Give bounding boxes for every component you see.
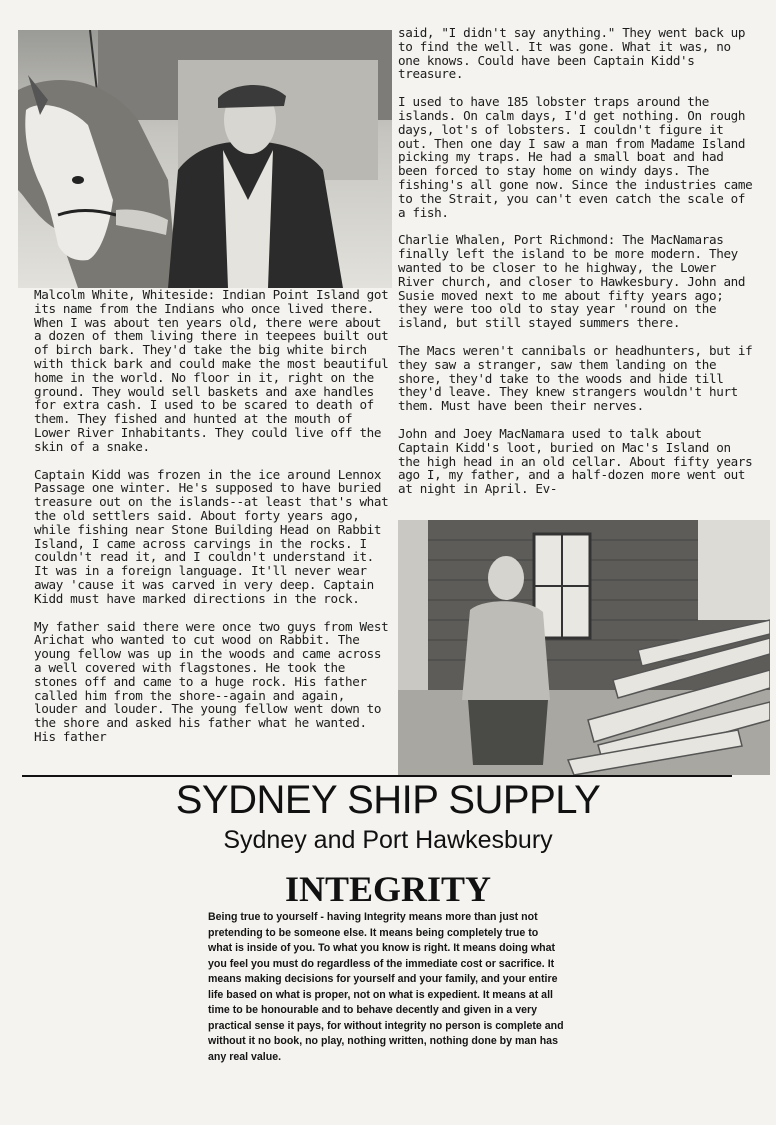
paragraph-macnamara-loot: John and Joey MacNamara used to talk about Captain Kidd's loot, buried on Mac's Island on the high head in an old cellar. About fifty years ago I, my father, and a half-dozen more went out at night in April. Ev-: [398, 425, 753, 497]
paragraph-lobster-traps: I used to have 185 lobster traps around the islands. On calm days, I'd get nothing. On rough days, lot's of lobsters. I couldn't figure it out. Then one day I saw a man from Madame Island picking my traps. He had a small boat and had been forced to stay home on windy days. The fishing's all gone now. Since the industries came to the Strait, you can't even catch the scale of a fish.: [398, 94, 753, 220]
paragraph-charlie-whalen: Charlie Whalen, Port Richmond: The MacNamaras finally left the island to be more modern. They wanted to be closer to he highway, the Lower River church, and closer to Hawkesbury. John and Susie moved next to me about fifty years ago; they were too old to stay year 'round on the island, but still stayed summers there.: [398, 232, 746, 331]
article-right-column: [398, 26, 753, 510]
advertiser-locations: Sydney and Port Hawkesbury: [223, 826, 553, 854]
paragraph-captain-kidd: Captain Kidd was frozen in the ice around Lennox Passage one winter. He's supposed to have buried treasure out on the islands--at least that's what the old settlers said. About forty years ago, while fishing near Stone Building Head on Rabbit Island, I came across carvings in the rocks. I couldn't read it, and I couldn't understand it. It was in a foreign language. It'll never wear away 'cause it was carved in very deep. Captain Kidd must have marked directions in the rock.: [34, 466, 389, 606]
paragraph-macs: The Macs weren't cannibals or headhunters, but if they saw a stranger, saw them landing on the shore, they'd take to the woods and hide till they'd leave. They knew strangers wouldn't hurt them. Must have been their nerves.: [398, 342, 753, 414]
photo-man-with-horse: [18, 30, 392, 288]
paragraph-indian-point: Malcolm White, Whiteside: Indian Point Island got its name from the Indians who once lived there. When I was about ten years old, there were about a dozen of them living there in teepees built out of birch bark. They'd take the big white birch with thick bark and could make the most beautiful home in the world. No floor in it, right on the ground. They would sell baskets and axe handles for extra cash. I used to be scared to death of them. They fished and hunted at the mouth of Lower River Inhabitants. They could live off the skin of a snake.: [34, 287, 389, 454]
photo-man-with-horse-drawing: [18, 30, 392, 288]
ad-heading: INTEGRITY: [284, 869, 492, 909]
advertiser-name: SYDNEY SHIP SUPPLY: [175, 778, 601, 822]
paragraph-well-gone: said, "I didn't say anything." They went back up to find the well. It was gone. What it was, no one knows. Could have been Captain Kidd's treasure.: [398, 25, 746, 82]
photo-man-with-firewood: [398, 520, 770, 775]
ad-body-text: Being true to yourself - having Integrity means more than just not pretending to be someone else. It means being completely true to what is inside of you. To what you know is right. It means doing what you feel you must do regardless of the immediate cost or sacrifice. It means making decisions for yourself and your family, and your entire life based on what is proper, not on what is expedient. It means at all time to be honourable and to behave decently and given in a very practical sense it pays, for without integrity no person is complete and without it no book, no play, nothing written, nothing done by man has any real value.: [208, 911, 564, 1063]
paragraph-rabbit-well: My father said there were once two guys from West Arichat who wanted to cut wood on Rabbit. The young fellow was up in the woods and came across a well covered with flagstones. He took the stones off and came to a huge rock. His father called him from the shore--again and again, louder and louder. The young fellow went down to the shore and asked his father what he wanted. His father: [34, 618, 389, 744]
ad-divider-rule: [22, 775, 732, 777]
photo-man-with-firewood-drawing: [398, 520, 770, 775]
article-left-column: [34, 288, 392, 758]
